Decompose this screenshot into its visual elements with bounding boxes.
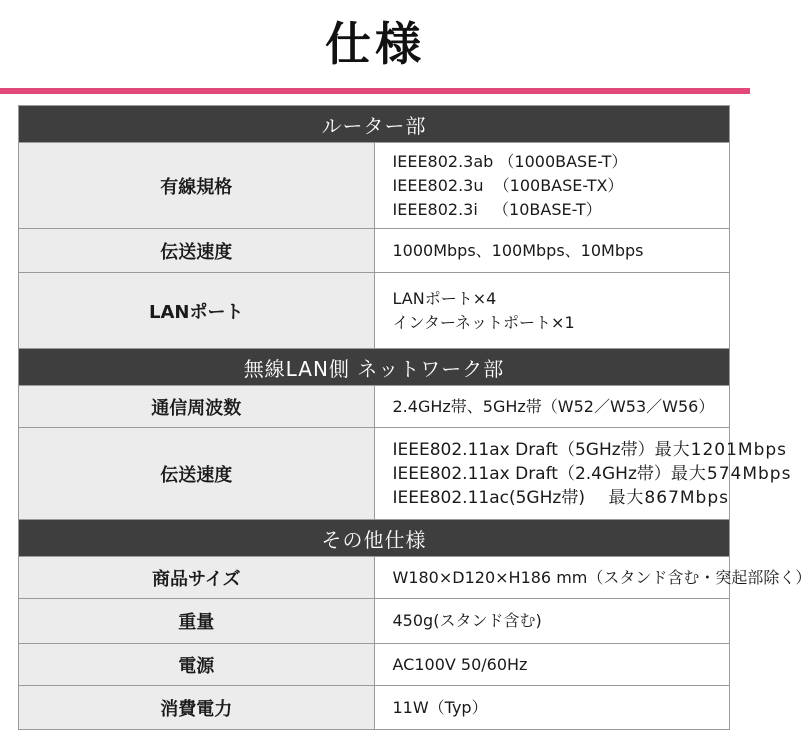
row-value-wireless-speed	[374, 428, 792, 520]
row-label-lan-port: LANポート	[19, 273, 375, 349]
table-row	[19, 428, 730, 520]
value-line: AC100V 50/60Hz	[392, 654, 528, 674]
table-row	[19, 557, 730, 599]
row-value-wired-standard	[374, 143, 730, 229]
row-value-frequency	[374, 386, 730, 428]
value-line: 11W（Typ）	[392, 697, 488, 717]
row-label-weight: 重量	[19, 599, 375, 644]
value-line: 2.4GHz帯、5GHz帯（W52／W53／W56）	[392, 396, 715, 416]
table-row	[19, 386, 730, 428]
wireless-standard: IEEE802.11ac(5GHz帯)	[392, 487, 585, 508]
section-header-wireless: 無線LAN側 ネットワーク部	[19, 349, 730, 386]
value-line: IEEE802.3ab （1000BASE-T）	[392, 151, 628, 171]
section-header-row	[19, 349, 730, 386]
wireless-standard: IEEE802.11ax Draft（2.4GHz帯）	[392, 463, 671, 484]
row-label-wireless-speed: 伝送速度	[19, 428, 375, 520]
table-row	[19, 143, 730, 229]
spec-table	[18, 105, 811, 730]
speed-pair	[392, 462, 792, 486]
row-value-transfer-speed	[374, 229, 730, 273]
value-line: LANポート×4	[392, 288, 497, 308]
table-row	[19, 686, 730, 730]
section-header-row	[19, 520, 730, 557]
row-label-power-source: 電源	[19, 644, 375, 686]
speed-pair	[392, 438, 788, 462]
value-line: IEEE802.3u （100BASE-TX）	[392, 175, 624, 195]
table-row	[19, 229, 730, 273]
max-speed: 最大574Mbps	[670, 463, 792, 484]
max-speed: 最大867Mbps	[608, 487, 729, 508]
value-line: インターネットポート×1	[392, 312, 575, 332]
section-header-other: その他仕様	[19, 520, 730, 557]
section-header-router: ルーター部	[19, 106, 730, 143]
value-line: IEEE802.3i （10BASE-T）	[392, 199, 602, 219]
wireless-standard: IEEE802.11ax Draft（5GHz帯）	[392, 439, 655, 460]
row-value-power-source	[374, 644, 730, 686]
max-speed: 最大1201Mbps	[654, 439, 788, 460]
value-line: W180×D120×H186 mm（スタンド含む・突起部除く）	[392, 567, 811, 587]
value-line: 1000Mbps、100Mbps、10Mbps	[392, 240, 644, 260]
table-row	[19, 644, 730, 686]
row-label-product-size: 商品サイズ	[19, 557, 375, 599]
section-header-row	[19, 106, 730, 143]
row-label-power-consumption: 消費電力	[19, 686, 375, 730]
speed-pair	[393, 486, 730, 510]
row-value-weight	[374, 599, 730, 644]
page-title: 仕様	[325, 17, 425, 71]
row-label-frequency: 通信周波数	[19, 386, 375, 428]
row-label-wired-standard: 有線規格	[19, 143, 375, 229]
title-divider	[0, 88, 750, 94]
row-value-product-size	[374, 557, 811, 599]
table-row	[19, 599, 730, 644]
row-value-power-consumption	[374, 686, 730, 730]
row-label-transfer-speed: 伝送速度	[19, 229, 375, 273]
row-value-lan-port	[374, 273, 730, 349]
table-row	[19, 273, 730, 349]
value-line: 450g(スタンド含む)	[392, 611, 542, 630]
